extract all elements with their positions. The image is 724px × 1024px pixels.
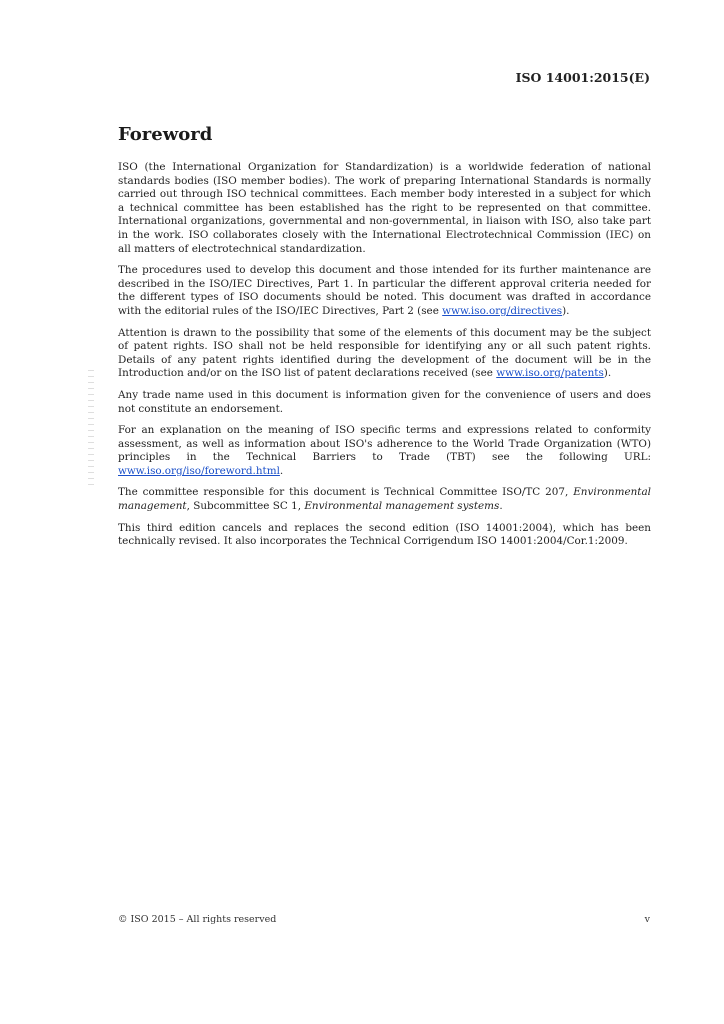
paragraph-procedures bbox=[118, 264, 651, 318]
subcommittee-name: Environmental management systems bbox=[304, 500, 500, 513]
paragraph-text: The procedures used to develop this document and those intended for its further maintenance are described in the ISO/IEC Directives, Part 1. In particular the different approval criteria needed for the different types of ISO documents should be noted. This document was drafted in accordance with the editorial rules of the ISO/IEC Directives, Part 2 (see bbox=[118, 264, 651, 317]
page-title: Foreword bbox=[118, 124, 213, 145]
paragraph-text: . bbox=[279, 464, 284, 477]
directives-link[interactable]: www.iso.org/directives bbox=[442, 304, 563, 317]
committee-name: Environmental management bbox=[118, 486, 651, 513]
paragraph-text: The committee responsible for this document is Technical Committee ISO/TC 207, bbox=[118, 486, 574, 499]
document-id: ISO 14001:2015(E) bbox=[515, 70, 650, 85]
paragraph-text: ). bbox=[562, 304, 570, 317]
footer-copyright: © ISO 2015 – All rights reserved bbox=[118, 914, 277, 925]
paragraph-edition: This third edition cancels and replaces the second edition (ISO 14001:2004), which has been technically revised. It also incorporates the Technical Corrigendum ISO 14001:2004/Cor.1:2009. bbox=[118, 521, 651, 548]
paragraph-conformity bbox=[118, 424, 651, 478]
paragraph-iso-intro: ISO (the International Organization for Standardization) is a worldwide federation of national standards bodies (ISO member bodies). The work of preparing International Standards is normally carried out through ISO technical committees. Each member body interested in a subject for which a technical committee has been established has the right to be represented on that committee. International organizations, governmental and non-governmental, in liaison with ISO, also take part in the work. ISO collaborates closely with the International Electrotechnical Commission (IEC) on all matters of electrotechnical standardization. bbox=[118, 161, 651, 255]
paragraph-patents bbox=[118, 327, 651, 381]
paragraph-text: For an explanation on the meaning of ISO specific terms and expressions related to conformity assessment, as well as information about ISO's adherence to the World Trade Organization (WTO) principles in the Technical Barriers to Trade (TBT) see the following URL: bbox=[118, 424, 651, 464]
margin-marks bbox=[88, 370, 94, 490]
foreword-link[interactable]: www.iso.org/iso/foreword.html bbox=[118, 464, 280, 477]
paragraph-text: . bbox=[499, 500, 503, 513]
foreword-body bbox=[118, 161, 651, 557]
paragraph-text: Attention is drawn to the possibility that some of the elements of this document may be the subject of patent rights. ISO shall not be held responsible for identifying any or all such patent rights. Details of any patent rights identified during the development of the document will be in the Introduction and/or on the ISO list of patent declarations received (see bbox=[118, 326, 651, 380]
page-number: v bbox=[644, 914, 650, 925]
paragraph-text: , Subcommittee SC 1, bbox=[186, 500, 305, 513]
paragraph-trade-name: Any trade name used in this document is information given for the convenience of users and does not constitute an endorsement. bbox=[118, 388, 651, 415]
paragraph-committee bbox=[118, 486, 651, 513]
paragraph-text: ). bbox=[603, 367, 612, 380]
patents-link[interactable]: www.iso.org/patents bbox=[496, 367, 604, 380]
